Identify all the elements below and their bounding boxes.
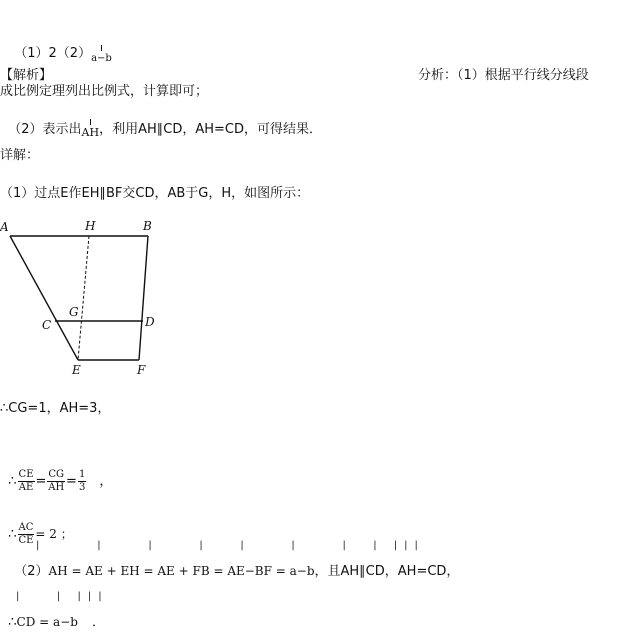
final-expr: CD = a−b — [16, 615, 78, 629]
answer-part2-expr: a−b — [91, 51, 112, 67]
label-E: E — [72, 363, 81, 377]
label-H: H — [85, 219, 96, 233]
ratio-suffix: ， — [99, 474, 113, 489]
fraction-ac-ce — [18, 522, 35, 547]
frac-ah: AH — [48, 482, 65, 493]
frac-cg: CG — [48, 469, 65, 480]
analysis-line2-post: ，利用AH∥CD，AH=CD，可得结果． — [99, 122, 322, 137]
segment-BF — [139, 236, 148, 360]
detail-step1: （1）过点E作EH∥BF交CD，AB于G，H，如图所示： — [0, 186, 310, 201]
ac-prefix: ∴ — [8, 527, 17, 542]
analysis-line2 — [0, 106, 322, 138]
ratio-line: ∴ $\frac{CE}{AE}$ = $\frac{CG}{AH}$ = $\frac{1}{3}$ ， — [8, 469, 113, 493]
analysis-tag: 【解析】 — [0, 68, 53, 83]
frac-1: 1 — [78, 469, 86, 480]
step2-label: （2） — [14, 564, 49, 579]
segment-EH-dashed — [78, 236, 89, 360]
analysis-line2-vec: AH — [81, 126, 100, 139]
fraction-ce-ae — [18, 469, 35, 494]
ratio-prefix: ∴ — [8, 474, 17, 489]
final-line — [0, 598, 105, 631]
step2-expr: AH = AE + EH = AE + FB = AE−BF = a−b — [48, 564, 315, 578]
answer-line — [6, 30, 112, 63]
final-vector-marks: | | ||| — [16, 591, 109, 602]
final-prefix: ∴ — [8, 615, 17, 630]
frac-ae: AE — [18, 482, 34, 493]
analysis-line2-pre: （2）表示出 — [8, 122, 82, 137]
fraction-one-third — [78, 469, 86, 494]
frac-3: 3 — [78, 482, 86, 493]
final-suffix: ． — [91, 615, 105, 630]
label-D: D — [145, 315, 155, 329]
label-F: F — [137, 363, 146, 377]
step2-post: ，且AH∥CD，AH=CD， — [314, 564, 460, 579]
segment-AE — [10, 236, 78, 360]
vector-arrow-marks: | | | | | | | | ||| — [36, 540, 425, 551]
analysis-line1: 成比例定理列出比例式，计算即可； — [0, 84, 209, 99]
given-values: ∴CG=1，AH=3， — [0, 401, 111, 416]
analysis-label: 分析：（1）根据平行线分线段 — [418, 68, 589, 83]
label-A: A — [0, 220, 9, 234]
label-G: G — [69, 305, 79, 319]
label-C: C — [42, 318, 52, 332]
frac-ce: CE — [18, 469, 34, 480]
geometry-figure — [0, 216, 170, 378]
ac-suffix: = 2 ； — [35, 527, 73, 541]
detail-heading: 详解： — [0, 148, 40, 163]
frac-ac: AC — [18, 522, 34, 533]
fraction-cg-ah — [47, 469, 65, 494]
step2-line — [6, 547, 459, 580]
label-B: B — [143, 219, 152, 233]
frac-ce2: CE — [18, 535, 34, 546]
answer-part1: （1）2（2） — [14, 46, 92, 61]
